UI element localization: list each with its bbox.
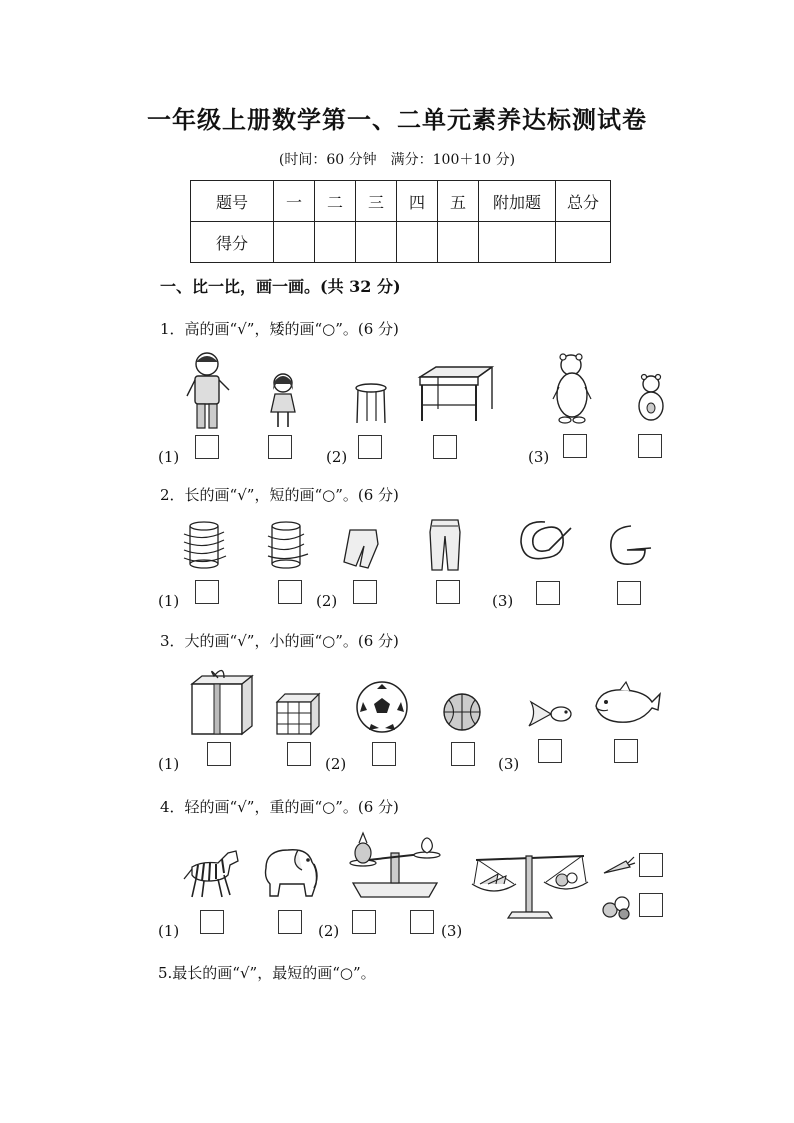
score-cell[interactable] (479, 222, 556, 263)
answer-box[interactable] (278, 910, 302, 934)
question-1-label-2: (2) (326, 448, 348, 466)
question-3-label-3: (3) (498, 755, 520, 773)
answer-box[interactable] (617, 581, 641, 605)
big-soccer-ball-image (355, 680, 409, 734)
question-2-label-1: (1) (158, 592, 180, 610)
answer-box[interactable] (638, 434, 662, 458)
score-cell[interactable] (397, 222, 438, 263)
question-3-label-1: (1) (158, 755, 180, 773)
elephant-image (258, 840, 320, 900)
answer-box[interactable] (451, 742, 475, 766)
question-5-text: 5.最长的画“√”，最短的画“○”。 (158, 964, 376, 982)
question-2-text: 2．长的画“√”，短的画“○”。(6 分) (160, 486, 399, 504)
score-table-header-row (191, 181, 611, 222)
score-header-cell: 题号 (191, 181, 274, 222)
question-4-label-2: (2) (318, 922, 340, 940)
short-string-image (605, 522, 655, 570)
answer-box[interactable] (410, 910, 434, 934)
big-gift-box-image (188, 670, 256, 736)
balance-pineapple-pear-image (347, 833, 443, 903)
score-header-cell: 二 (315, 181, 356, 222)
fruit-pile-image (600, 892, 636, 920)
score-header-cell: 五 (438, 181, 479, 222)
answer-box[interactable] (639, 893, 663, 917)
answer-box[interactable] (614, 739, 638, 763)
answer-box[interactable] (639, 853, 663, 877)
score-header-cell: 四 (397, 181, 438, 222)
answer-box[interactable] (352, 910, 376, 934)
balance-vegetables-fruit-image (468, 848, 592, 920)
answer-box[interactable] (433, 435, 457, 459)
answer-box[interactable] (372, 742, 396, 766)
question-1-label-3: (3) (528, 448, 550, 466)
answer-box[interactable] (358, 435, 382, 459)
score-header-cell: 一 (274, 181, 315, 222)
question-4-label-1: (1) (158, 922, 180, 940)
section-heading: 一、比一比，画一画。(共 32 分) (160, 277, 401, 296)
long-string-image (515, 516, 575, 564)
question-3-text: 3．大的画“√”，小的画“○”。(6 分) (160, 632, 399, 650)
answer-box[interactable] (207, 742, 231, 766)
big-dolphin-image (590, 680, 662, 732)
short-pants-image (340, 528, 380, 572)
answer-box[interactable] (268, 435, 292, 459)
answer-box[interactable] (436, 580, 460, 604)
score-table (190, 180, 611, 263)
question-4-text: 4．轻的画“√”，重的画“○”。(6 分) (160, 798, 399, 816)
score-cell[interactable] (274, 222, 315, 263)
answer-box[interactable] (195, 580, 219, 604)
stool-image (353, 383, 389, 425)
answer-box[interactable] (278, 580, 302, 604)
score-row-label: 得分 (191, 222, 274, 263)
answer-box[interactable] (536, 581, 560, 605)
question-2-label-3: (3) (492, 592, 514, 610)
score-header-cell: 总分 (556, 181, 611, 222)
carrot-image (600, 855, 636, 877)
question-3-label-2: (2) (325, 755, 347, 773)
question-2-label-2: (2) (316, 592, 338, 610)
question-1-label-1: (1) (158, 448, 180, 466)
answer-box[interactable] (538, 739, 562, 763)
score-header-cell: 三 (356, 181, 397, 222)
table-image (416, 365, 496, 423)
score-cell[interactable] (438, 222, 479, 263)
small-cube-image (275, 692, 321, 736)
short-girl-image (266, 372, 300, 430)
score-cell[interactable] (315, 222, 356, 263)
question-4-label-3: (3) (441, 922, 463, 940)
score-cell[interactable] (356, 222, 397, 263)
small-basketball-image (442, 692, 482, 732)
score-cell[interactable] (556, 222, 611, 263)
long-rope-cylinder-image (180, 520, 228, 570)
answer-box[interactable] (353, 580, 377, 604)
short-bear-image (634, 374, 668, 424)
short-rope-cylinder-image (264, 520, 312, 570)
answer-box[interactable] (563, 434, 587, 458)
answer-box[interactable] (195, 435, 219, 459)
small-goldfish-image (525, 698, 575, 730)
answer-box[interactable] (287, 742, 311, 766)
zebra-image (182, 845, 242, 901)
long-pants-image (426, 518, 464, 574)
question-1-text: 1．高的画“√”，矮的画“○”。(6 分) (160, 320, 399, 338)
page-subtitle: (时间：60 分钟 满分：100＋10 分) (278, 152, 516, 168)
score-table-score-row (191, 222, 611, 263)
page-title: 一年级上册数学第一、二单元素养达标测试卷 (147, 105, 647, 134)
tall-boy-image (185, 350, 233, 432)
answer-box[interactable] (200, 910, 224, 934)
score-header-cell: 附加题 (479, 181, 556, 222)
tall-bear-image (551, 353, 593, 425)
